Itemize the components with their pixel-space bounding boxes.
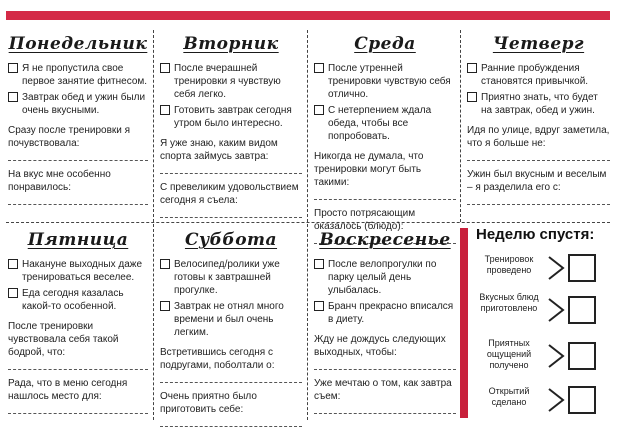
- tally-label: Вкусных блюд приготовлено: [479, 292, 539, 313]
- divider: [307, 224, 308, 420]
- day-card-monday: [8, 32, 148, 218]
- divider: [460, 30, 461, 222]
- prompt-text: Жду не дождусь следующих выходных, чтобы:: [314, 334, 446, 358]
- checklist-item: [8, 258, 148, 284]
- day-card-tuesday: [160, 32, 302, 218]
- checklist-item: [8, 287, 148, 313]
- prompt-text: Никогда не думала, что тренировки могут быть такими:: [314, 151, 424, 188]
- checklist-item: [160, 62, 302, 101]
- prompt-text: После тренировки чувствовала себя такой бодрой, что:: [8, 321, 119, 358]
- checkbox[interactable]: [467, 63, 477, 73]
- prompt-text: Очень приятно было приготовить себе:: [160, 391, 257, 415]
- divider: [153, 224, 154, 420]
- chevron-right-icon: [546, 342, 566, 370]
- day-card-saturday: [160, 228, 302, 418]
- answer-line[interactable]: [314, 189, 456, 200]
- checklist-item: [314, 300, 456, 326]
- checkbox[interactable]: [314, 63, 324, 73]
- checklist-text: Приятно знать, что будет на завтрак, обед и ужин.: [481, 92, 598, 116]
- day-title: Вторник: [183, 34, 279, 54]
- answer-line[interactable]: [160, 372, 302, 383]
- checkbox[interactable]: [8, 92, 18, 102]
- day-card-friday: [8, 228, 148, 418]
- checklist-item: [314, 62, 456, 101]
- prompt-text: Я уже знаю, каким видом спорта займусь завтра:: [160, 138, 278, 162]
- checklist-text: Я не пропустила свое первое занятие фитнесом.: [22, 63, 148, 87]
- chevron-right-icon: [546, 254, 566, 282]
- tally-row: [476, 292, 616, 328]
- prompt-text: Уже мечтаю о том, как завтра съем:: [314, 378, 452, 402]
- checkbox[interactable]: [160, 63, 170, 73]
- divider: [6, 222, 610, 223]
- checklist-item: [314, 258, 456, 297]
- prompt-text: Ужин был вкусным и веселым – я разделила его с:: [467, 169, 607, 193]
- day-card-sunday: [314, 228, 456, 418]
- checklist-text: Готовить завтрак сегодня утром было интересно.: [174, 105, 292, 129]
- chevron-right-icon: [546, 386, 566, 414]
- checklist-text: Бранч прекрасно вписался в диету.: [328, 301, 454, 325]
- day-title: Среда: [354, 34, 416, 54]
- divider: [307, 30, 308, 222]
- answer-line[interactable]: [8, 194, 148, 205]
- prompt-text: Рада, что в меню сегодня нашлось место для:: [8, 378, 128, 402]
- answer-line[interactable]: [467, 194, 610, 205]
- tally-box[interactable]: [568, 296, 596, 324]
- checklist-item: [467, 91, 610, 117]
- checkbox[interactable]: [160, 301, 170, 311]
- checkbox[interactable]: [314, 105, 324, 115]
- answer-line[interactable]: [8, 403, 148, 414]
- answer-line[interactable]: [314, 403, 456, 414]
- day-title: Пятница: [27, 230, 129, 250]
- chevron-right-icon: [546, 296, 566, 324]
- checklist-item: [8, 62, 148, 88]
- day-title: Четверг: [492, 34, 585, 54]
- answer-line[interactable]: [160, 416, 302, 427]
- prompt-text: Встретившись сегодня с подругами, поболтали о:: [160, 347, 275, 371]
- tally-box[interactable]: [568, 254, 596, 282]
- prompt-text: Просто потрясающим оказалось (блюдо):: [314, 208, 416, 232]
- checkbox[interactable]: [8, 259, 18, 269]
- week-later-title: Неделю спустя:: [476, 226, 595, 243]
- answer-line[interactable]: [160, 207, 302, 218]
- checklist-text: Завтрак обед и ужин были очень вкусными.: [22, 92, 146, 116]
- checkbox[interactable]: [8, 288, 18, 298]
- answer-line[interactable]: [8, 150, 148, 161]
- answer-line[interactable]: [8, 359, 148, 370]
- tally-label: Тренировок проведено: [484, 254, 534, 275]
- checklist-item: [467, 62, 610, 88]
- checklist-item: [160, 258, 302, 297]
- checkbox[interactable]: [314, 259, 324, 269]
- prompt-text: С превеликим удовольствием сегодня я съела:: [160, 182, 299, 206]
- day-title: Суббота: [184, 230, 278, 250]
- checklist-text: Еда сегодня казалась какой-то особенной.: [22, 288, 124, 312]
- answer-line[interactable]: [314, 359, 456, 370]
- prompt-text: Сразу после тренировки я почувствовала:: [8, 125, 131, 149]
- checklist-text: После вчерашней тренировки я чувствую себя легко.: [174, 63, 281, 100]
- checklist-text: После велопрогулки по парку целый день улыбалась.: [328, 259, 437, 296]
- tally-label: Приятных ощущений получено: [486, 338, 532, 370]
- tally-row: [476, 338, 616, 374]
- tally-label: Открытий сделано: [488, 386, 530, 407]
- checkbox[interactable]: [160, 105, 170, 115]
- divider: [153, 30, 154, 222]
- checklist-text: Накануне выходных даже тренироваться веселее.: [22, 259, 143, 283]
- tally-box[interactable]: [568, 386, 596, 414]
- checklist-item: [314, 104, 456, 143]
- accent-side-bar: [460, 228, 468, 418]
- day-card-thursday: [467, 32, 610, 218]
- day-card-wednesday: [314, 32, 456, 232]
- tally-box[interactable]: [568, 342, 596, 370]
- day-title: Понедельник: [8, 34, 148, 54]
- checklist-item: [160, 104, 302, 130]
- checklist-text: С нетерпением ждала обеда, чтобы все попробовать.: [328, 105, 432, 142]
- checkbox[interactable]: [8, 63, 18, 73]
- checklist-item: [160, 300, 302, 339]
- checklist-text: Завтрак не отнял много времени и был очень легким.: [174, 301, 284, 338]
- checkbox[interactable]: [160, 259, 170, 269]
- day-title: Воскресенье: [319, 230, 451, 250]
- checklist-text: Ранние пробуждения становятся привычкой.: [481, 63, 589, 87]
- answer-line[interactable]: [467, 150, 610, 161]
- top-accent-bar: [6, 11, 610, 20]
- checklist-text: Велосипед/ролики уже готовы к завтрашней прогулке.: [174, 259, 280, 296]
- checkbox[interactable]: [314, 301, 324, 311]
- tally-row: [476, 250, 616, 286]
- checkbox[interactable]: [467, 92, 477, 102]
- prompt-text: Идя по улице, вдруг заметила, что я больше не:: [467, 125, 610, 149]
- tally-row: [476, 382, 616, 418]
- answer-line[interactable]: [160, 163, 302, 174]
- prompt-text: На вкус мне особенно понравилось:: [8, 169, 111, 193]
- checklist-text: После утренней тренировки чувствую себя отлично.: [328, 63, 451, 100]
- checklist-item: [8, 91, 148, 117]
